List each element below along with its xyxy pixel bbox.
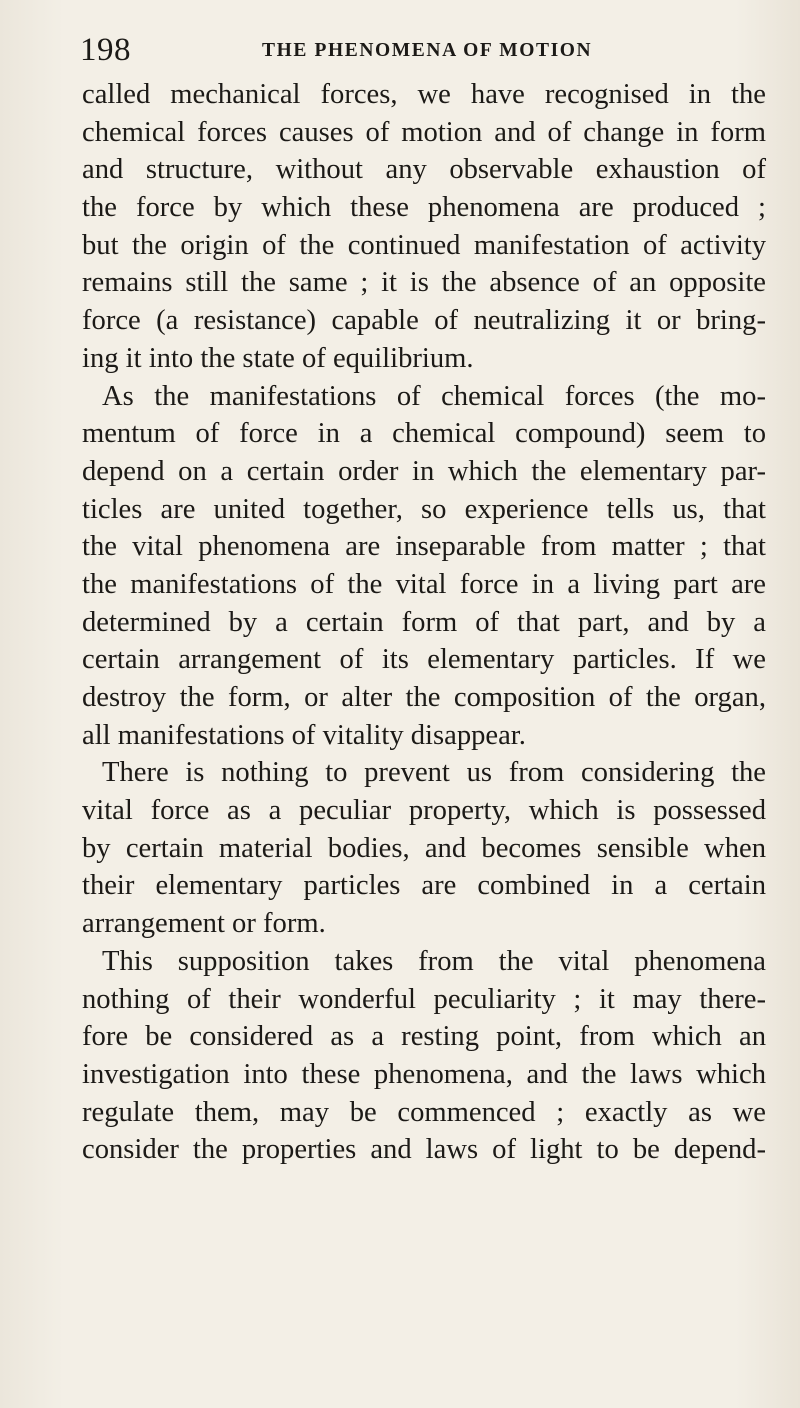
text-line: the force by which these phenomena are produced ;: [82, 192, 766, 224]
text-line: consider the properties and laws of light to be depend-: [82, 1134, 766, 1166]
text-line: but the origin of the continued manifestation of activity: [82, 229, 766, 261]
text-line: investigation into these phenomena, and the laws which: [82, 1058, 766, 1090]
text-line: destroy the form, or alter the composition of the organ,: [82, 682, 766, 713]
text-line: force (a resistance) capable of neutralizing it or bring-: [82, 305, 766, 337]
text-line: fore be considered as a resting point, from which an: [82, 1021, 766, 1053]
text-line: vital force as a peculiar property, which is possessed: [82, 795, 766, 827]
text-line: the manifestations of the vital force in a living part are: [82, 568, 766, 600]
text-line: As the manifestations of chemical forces (the mo-: [102, 380, 766, 412]
text-line: called mechanical forces, we have recognised in the: [82, 79, 766, 110]
text-line: This supposition takes from the vital phenomena: [102, 945, 766, 977]
text-line: certain arrangement of its elementary particles. If we: [82, 644, 766, 676]
running-title: THE PHENOMENA OF MOTION: [262, 40, 593, 61]
text-line: the vital phenomena are inseparable from matter ; that: [82, 531, 766, 563]
page-number: 198: [80, 32, 131, 68]
text-line: determined by a certain form of that part, and by a: [82, 606, 766, 638]
text-line: ing it into the state of equilibrium.: [82, 342, 474, 374]
text-line: arrangement or form.: [82, 908, 326, 940]
text-line: remains still the same ; it is the absence of an opposite: [82, 267, 766, 299]
text-line: mentum of force in a chemical compound) seem to: [82, 418, 766, 450]
running-head: [80, 30, 730, 70]
text-line: nothing of their wonderful peculiarity ; it may there-: [82, 983, 766, 1015]
text-line: all manifestations of vitality disappear.: [82, 719, 526, 751]
text-line: their elementary particles are combined in a certain: [82, 870, 766, 902]
text-line: by certain material bodies, and becomes sensible when: [82, 832, 766, 864]
text-line: There is nothing to prevent us from considering the: [102, 757, 766, 789]
text-line: chemical forces causes of motion and of change in form: [82, 116, 766, 148]
text-line: and structure, without any observable exhaustion of: [82, 154, 766, 186]
text-line: depend on a certain order in which the elementary par-: [82, 455, 766, 487]
body-text: [82, 76, 766, 1169]
text-line: ticles are united together, so experience tells us, that: [82, 493, 766, 525]
text-line: regulate them, may be commenced ; exactly as we: [82, 1096, 766, 1128]
